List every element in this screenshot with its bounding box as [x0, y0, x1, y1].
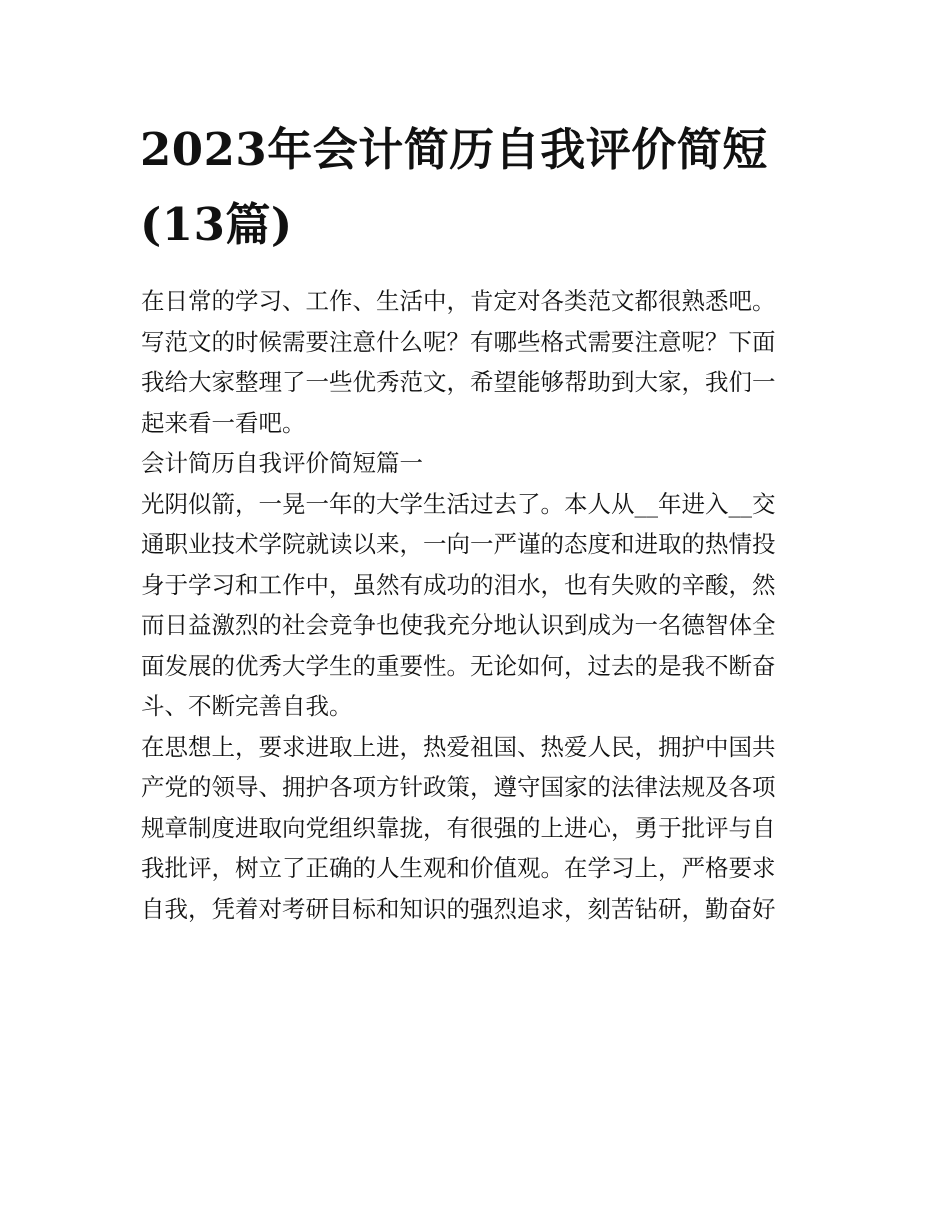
text-line: 自我，凭着对考研目标和知识的强烈追求，刻苦钻研，勤奋好: [141, 894, 776, 923]
text-line: 我给大家整理了一些优秀范文，希望能够帮助到大家，我们一: [141, 368, 776, 396]
document-title: [140, 112, 820, 262]
text-line: 在思想上，要求进取上进，热爱祖国、热爱人民，拥护中国共: [141, 732, 776, 761]
document-body: [141, 281, 821, 929]
text-line: 而日益激烈的社会竞争也使我充分地认识到成为一名德智体全: [141, 611, 776, 639]
paragraph-2: [141, 727, 821, 930]
text-line: 规章制度进取向党组织靠拢，有很强的上进心，勇于批评与自: [141, 813, 776, 842]
text-line: 起来看一看吧。: [141, 408, 306, 437]
text-line: 产党的领导、拥护各项方针政策，遵守国家的法律法规及各项: [141, 773, 776, 801]
text-line: 面发展的优秀大学生的重要性。无论如何，过去的是我不断奋: [141, 651, 776, 680]
paragraph-1: [141, 484, 821, 727]
text-line: 光阴似箭，一晃一年的大学生活过去了。本人从__年进入__交: [141, 489, 776, 518]
intro-paragraph: [141, 281, 821, 443]
title-line-1: 2023年会计简历自我评价简短: [140, 123, 768, 176]
title-line-2: (13篇): [140, 198, 293, 251]
text-line: 会计简历自我评价简短篇一: [141, 449, 423, 477]
text-line: 身于学习和工作中，虽然有成功的泪水，也有失败的辛酸，然: [141, 570, 776, 599]
text-line: 在日常的学习、工作、生活中，肯定对各类范文都很熟悉吧。: [141, 287, 776, 315]
text-line: 通职业技术学院就读以来，一向一严谨的态度和进取的热情投: [141, 530, 776, 558]
section-heading: [141, 443, 821, 484]
text-line: 我批评，树立了正确的人生观和价值观。在学习上，严格要求: [141, 854, 776, 882]
text-line: 写范文的时候需要注意什么呢？有哪些格式需要注意呢？下面: [141, 327, 776, 356]
text-line: 斗、不断完善自我。: [141, 692, 353, 720]
